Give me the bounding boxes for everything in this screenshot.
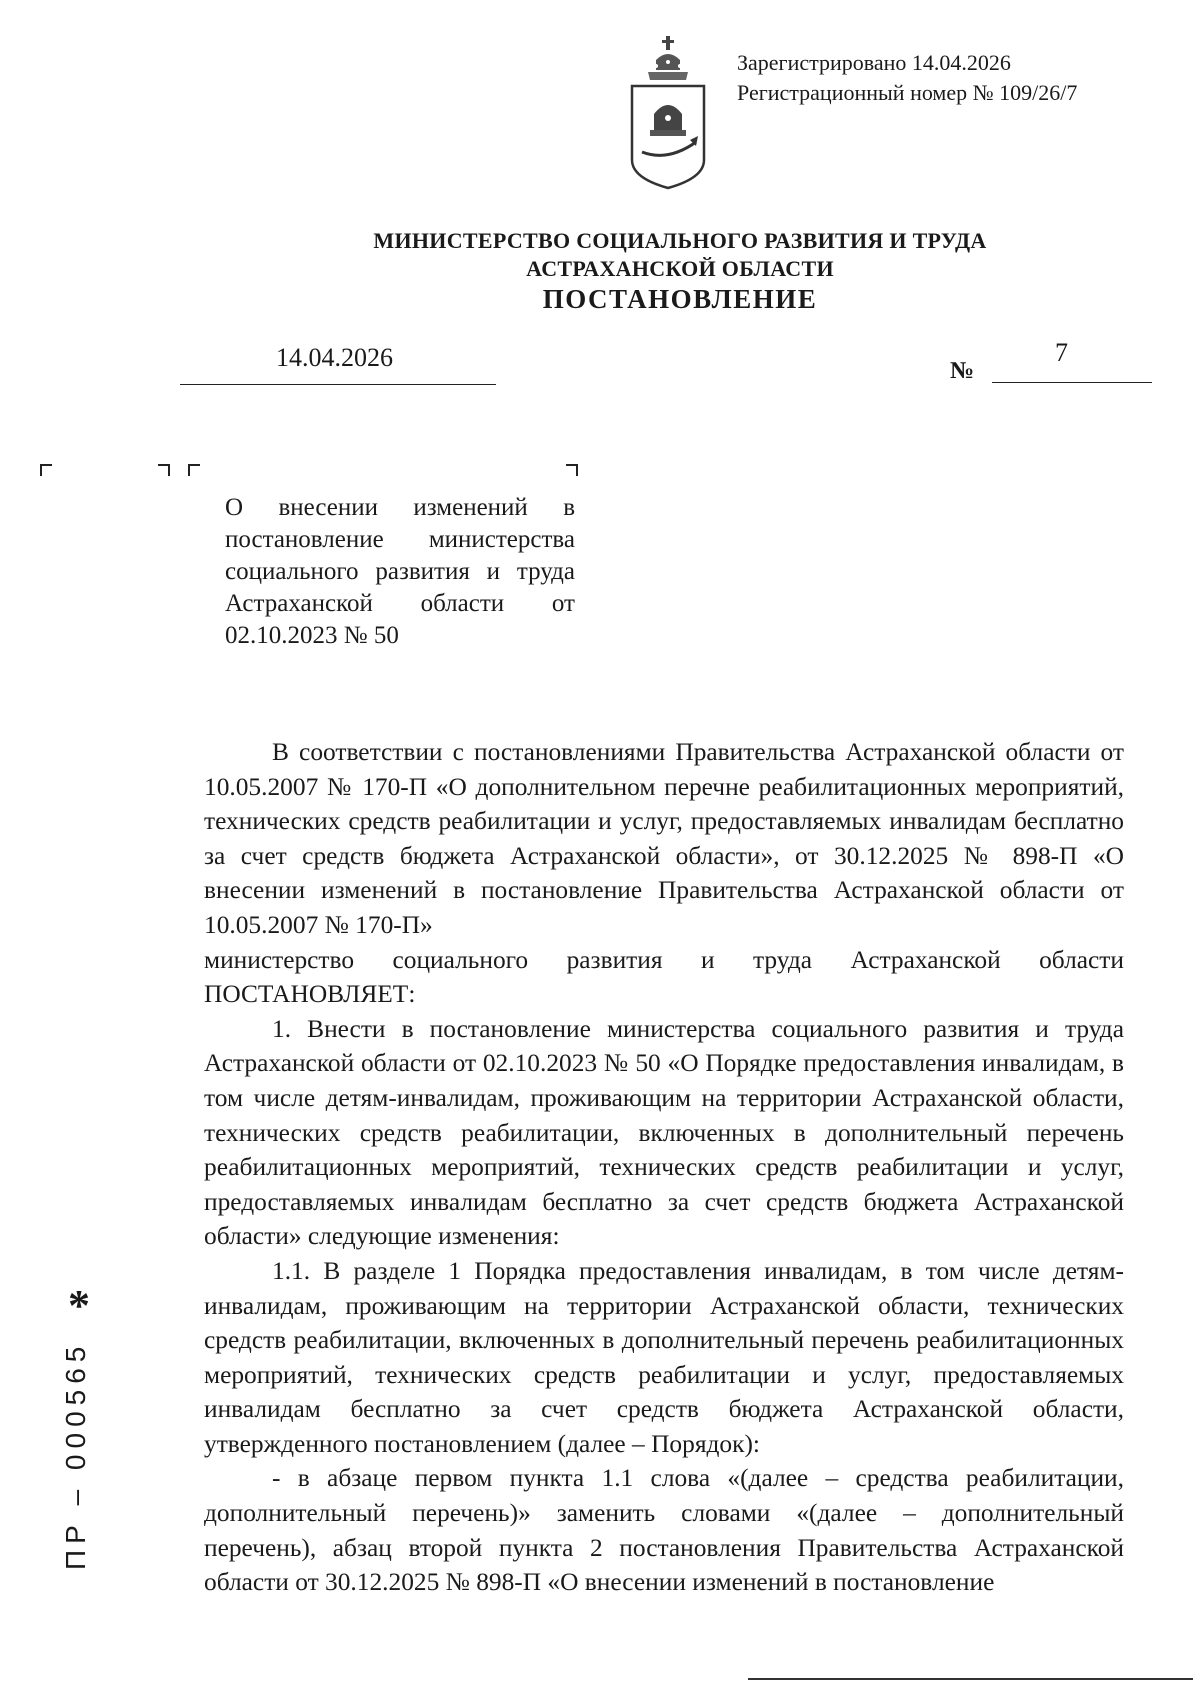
date-underline [180,384,496,385]
body-paragraph: 1.1. В разделе 1 Порядка предоставления инвалидам, в том числе детям-инвалидам, проживающим на территории Астраханской области, технических средств реабилитации, включенных в дополнительный перечень реабилитационных мероприятий, технических средств реабилитации и услуг, предоставляемых инвалидам бесплатно за счет средств бюджета Астраханской области, утвержденного постановлением (далее – Порядок): [204,1256,1124,1458]
margin-code: ПР – 000565 [60,1340,91,1570]
registration-date: Зарегистрировано 14.04.2026 [737,50,1011,75]
bracket-top-left [40,464,52,476]
number-sign: № [950,358,975,384]
coat-of-arms-icon [626,30,710,190]
body-paragraph: 1. Внести в постановление министерства социального развития и труда Астраханской области от 02.10.2023 № 50 «О Порядке предоставления инвалидам, в том числе детям-инвалидам, проживающим на территории Астраханской области, технических средств реабилитации, включенных в дополнительный перечень реабилитационных мероприятий, технических средств реабилитации и услуг, предоставляемых инвалидам бесплатно за счет средств бюджета Астраханской области» следующие изменения: [204,1014,1124,1251]
body-paragraph: ПОСТАНОВЛЯЕТ: [204,980,416,1009]
document-date: 14.04.2026 [276,343,393,372]
document-type: ПОСТАНОВЛЕНИЕ [542,284,818,314]
bracket-top-right [158,464,170,476]
registration-number: Регистрационный номер № 109/26/7 [737,80,1078,105]
footer-line [748,1678,1193,1680]
registration-stamp [737,48,1077,108]
ministry-name: МИНИСТЕРСТВО СОЦИАЛЬНОГО РАЗВИТИЯ И ТРУДА [373,228,987,253]
body-paragraph: министерство социального развития и труда Астраханской области [204,945,1124,974]
region-name: АСТРАХАНСКОЙ ОБЛАСТИ [526,256,834,281]
body-paragraph: В соответствии с постановлениями Правительства Астраханской области от 10.05.2007 № 170-П «О дополнительном перечне реабилитационных мероприятий, технических средств реабилитации и услуг, предоставляемых инвалидам бесплатно за счет средств бюджета Астраханской области», от 30.12.2025 № 898-П «О внесении изменений в постановление Правительства Астраханской области от 10.05.2007 № 170-П» [204,738,1124,939]
bracket-top-left [188,464,200,476]
body-paragraph: - в абзаце первом пункта 1.1 слова «(далее – средства реабилитации, дополнительный перечень)» заменить словами «(далее – дополнительный перечень), абзац второй пункта 2 постановления Правительства Астраханской области от 30.12.2025 № 898-П «О внесении изменений в постановление [204,1464,1124,1597]
margin-asterisk: * [68,1281,90,1330]
document-subject: О внесении изменений в постановление министерства социального развития и труда Астраханской области от 02.10.2023 № 50 [225,494,575,649]
number-underline [992,382,1152,383]
document-body [204,735,1124,1600]
bracket-top-right [566,464,578,476]
document-number: 7 [1055,338,1068,367]
